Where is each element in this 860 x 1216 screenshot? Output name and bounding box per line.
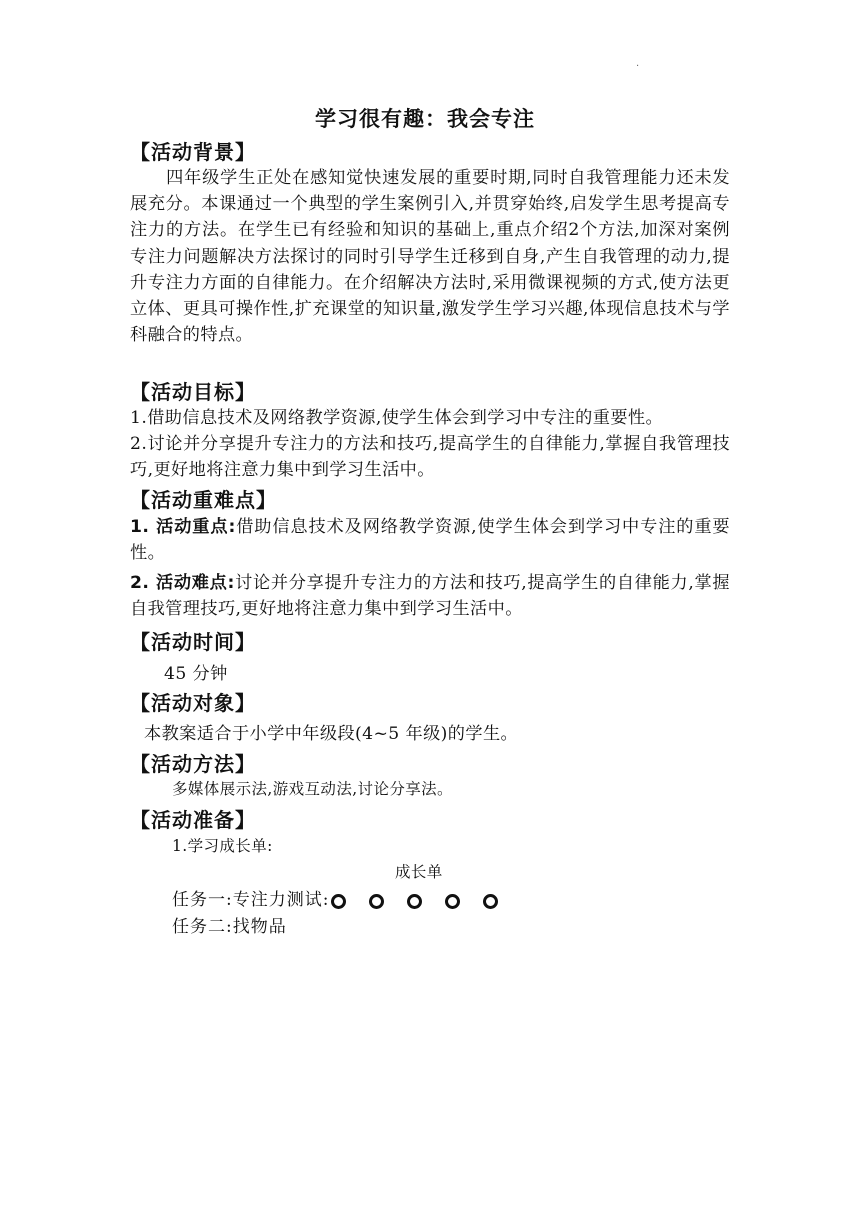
methods-value: 多媒体展示法,游戏互动法,讨论分享法。 [172,780,453,798]
ring-icon [445,894,460,909]
heading-time: 【活动时间】 [130,630,256,654]
heading-key-points: 【活动重难点】 [130,488,277,512]
background-text: 四年级学生正处在感知觉快速发展的重要时期,同时自我管理能力还未发展充分。本课通过一个典型的学生案例引入,并贯穿始终,启发学生思考提高专注力的方法。在学生已有经验和知识的基础上,重点介绍2个方法,加深对案例专注力问题解决方法探讨的同时引导学生迁移到自身,产生自我管理的动力,提升专注力方面的自律能力。在介绍解决方法时,采用微课视频的方式,使方法更立体、更具可操作性,扩充课堂的知识量,激发学生学习兴趣,体现信息技术与学科融合的特点。 [130,168,730,346]
growth-sheet-title: 成长单 [395,863,443,881]
goal-item-2: 2.讨论并分享提升专注力的方法和技巧,提高学生的自律能力,掌握自我管理技巧,更好地将注意力集中到学习生活中。 [130,434,730,481]
goal-item-1: 1.借助信息技术及网络教学资源,使学生体会到学习中专注的重要性。 [130,408,664,428]
task-2-row: 任务二:找物品 [172,917,287,937]
task-1-label: 任务一:专注力测试: [172,890,330,910]
key-point-label: 1. 活动重点: [130,517,236,537]
prep-item-1: 1.学习成长单: [172,837,273,855]
key-point-text: 借助信息技术及网络教学资源,使学生体会到学习中专注的重要性。 [130,517,730,564]
task-1-row [172,885,498,911]
heading-methods: 【活动方法】 [130,752,256,776]
hard-point-text: 讨论并分享提升专注力的方法和技巧,提高学生的自律能力,掌握自我管理技巧,更好地将注意力集中到学习生活中。 [130,573,731,620]
focus-test-rings [331,891,498,911]
time-value: 45 分钟 [164,664,228,684]
heading-goals: 【活动目标】 [130,380,256,404]
key-point-item [130,514,730,566]
heading-background: 【活动背景】 [130,140,256,164]
hard-point-item [130,570,730,622]
ring-icon [369,894,384,909]
page-mark: . [636,58,640,69]
ring-icon [331,894,346,909]
heading-prep: 【活动准备】 [130,808,256,832]
hard-point-label: 2. 活动难点: [130,573,235,593]
ring-icon [407,894,422,909]
ring-icon [483,894,498,909]
audience-value: 本教案适合于小学中年级段(4~5 年级)的学生。 [144,724,519,744]
document-title: 学习很有趣：我会专注 [315,107,535,131]
heading-audience: 【活动对象】 [130,691,256,715]
